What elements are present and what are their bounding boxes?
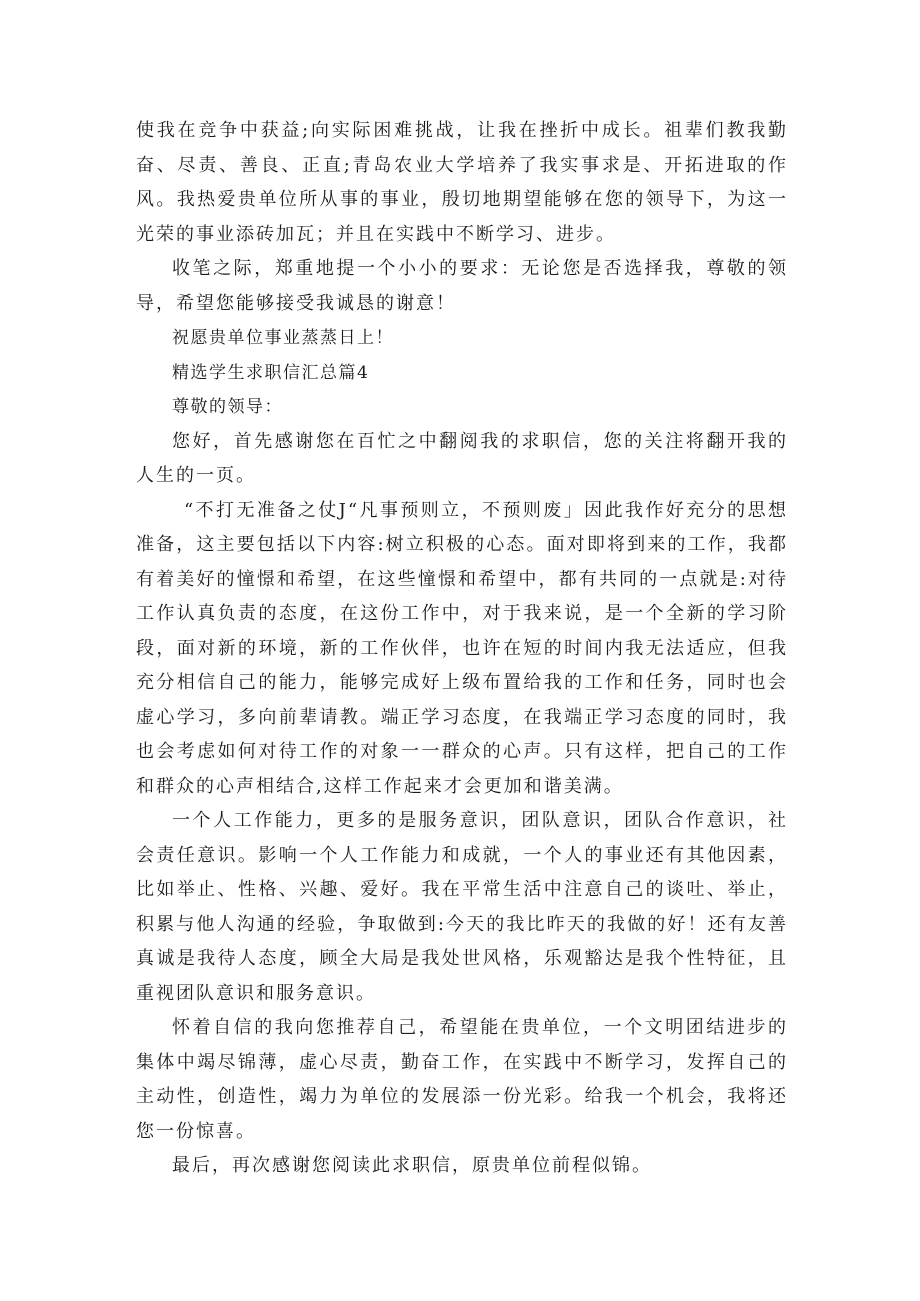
paragraph-ability: 一个人工作能力，更多的是服务意识，团队意识，团队合作意识，社会责任意识。影响一个人工作能力和成就，一个人的事业还有其他因素，比如举止、性格、兴趣、爱好。我在平常生活中注意自己的谈吐、举止，积累与他人沟通的经验，争取做到:今天的我比昨天的我做的好！还有友善真诚是我待人态度，顾全大局是我处世风格，乐观豁达是我个性特征，且重视团队意识和服务意识。 xyxy=(136,810,788,1004)
paragraph-closing-request: 收笔之际，郑重地提一个小小的要求：无论您是否选择我，尊敬的领导，希望您能够接受我诚恳的谢意！ xyxy=(136,258,788,314)
paragraph-greeting: 您好，首先感谢您在百忙之中翻阅我的求职信，您的关注将翻开我的人生的一页。 xyxy=(136,430,788,486)
section-heading: 精选学生求职信汇总篇4 xyxy=(172,362,370,383)
salutation: 尊敬的领导： xyxy=(172,397,283,417)
letter-body xyxy=(136,114,788,1184)
paragraph-wishes: 祝愿贵单位事业蒸蒸日上！ xyxy=(172,328,394,348)
paragraph-recommendation: 怀着自信的我向您推荐自己，希望能在贵单位，一个文明团结进步的集体中竭尽锦薄，虚心尽责，勤奋工作，在实践中不断学习，发挥自己的主动性，创造性，竭力为单位的发展添一份光彩。给我一个机会，我将还您一份惊喜。 xyxy=(136,1017,788,1142)
paragraph-preparation: “不打无准备之仗J“凡事预则立，不预则废」因此我作好充分的思想准备，这主要包括以下内容:树立积极的心态。面对即将到来的工作，我都有着美好的憧憬和希望，在这些憧憬和希望中，都有共同的一点就是:对待工作认真负责的态度，在这份工作中，对于我来说，是一个全新的学习阶段，面对新的环境，新的工作伙伴，也许在短的时间内我无法适应，但我充分相信自己的能力，能够完成好上级布置给我的工作和任务，同时也会虚心学习，多向前辈请教。端正学习态度，在我端正学习态度的同时，我也会考虑如何对待工作的对象一一群众的心声。只有这样，把自己的工作和群众的心声相结合,这样工作起来才会更加和谐美满。 xyxy=(136,499,788,797)
paragraph-thanks: 最后，再次感谢您阅读此求职信，原贵单位前程似锦。 xyxy=(172,1155,652,1176)
paragraph-continuation: 使我在竞争中获益;向实际困难挑战，让我在挫折中成长。祖辈们教我勤奋、尽责、善良、正直;青岛农业大学培养了我实事求是、开拓进取的作风。我热爱贵单位所从事的事业，殷切地期望能够在您的领导下，为这一光荣的事业添砖加瓦；并且在实践中不断学习、进步。 xyxy=(136,120,788,245)
